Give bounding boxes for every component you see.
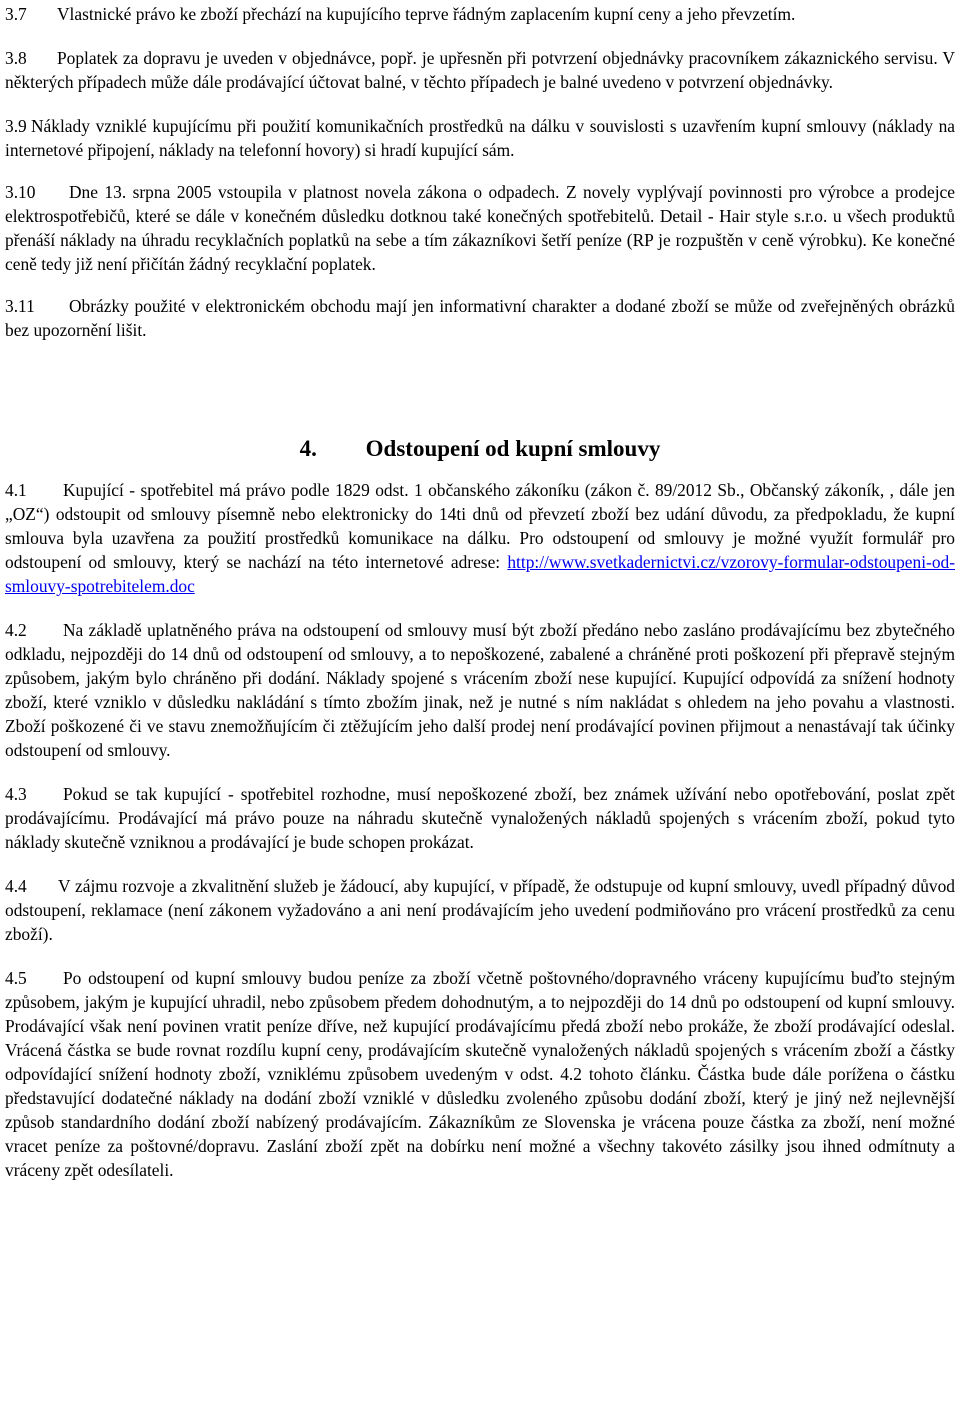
paragraph-3-7 [5, 2, 955, 26]
paragraph-text: Poplatek za dopravu je uveden v objednávce, popř. je upřesněn při potvrzení objednávky pracovníkem zákaznického servisu. V některých případech může dále prodávající účtovat balné, v těchto případech je balné uvedeno v potvrzení objednávky. [5, 48, 955, 92]
paragraph-text: Po odstoupení od kupní smlouvy budou peníze za zboží včetně poštovného/dopravného vráceny kupujícímu buďto stejným způsobem, jakým je kupující uhradil, nebo způsobem předem dohodnutým, a to nejpozději do 14 dnů po odstoupení od kupní smlouvy. Prodávající však není povinen vratit peníze dříve, než kupující prodávajícímu předá zboží nebo prokáže, že zboží prodávající odeslal. Vrácená částka se bude rovnat rozdílu kupní ceny, prodávajícím skutečně vynaložených nákladů spojených s vrácením zboží a částky odpovídající snížení hodnoty zboží, vzniklému způsobem uvedeným v odst. 4.2 tohoto článku. Částka bude dále porížena o částku představující dodatečné náklady na dodání zboží vzniklé v důsledku zvoleného způsobu dodání zboží, který je jiný než nejlevnější způsob standardního dodání zboží nabízený prodávajícím. Zákazníkům ze Slovenska je vrácena pouze částka za zboží, není možné vracet peníze za poštovné/dopravu. Zaslání zboží zpět na dobírku není možné a všechny takovéto zásilky jsou ihned odmítnuty a vráceny zpět odesílateli. [5, 968, 955, 1180]
section-heading-number: 4. [299, 436, 317, 461]
paragraph-text: V zájmu rozvoje a zkvalitnění služeb je žádoucí, aby kupující, v případě, že odstupuje od kupní smlouvy, uvedl případný důvod odstoupení, reklamace (není zákonem vyžadováno a ani není prodávajícím jeho uvedení podmiňováno pro vrácení prostředků za cenu zboží). [5, 876, 955, 944]
section-heading [5, 434, 955, 464]
paragraph-3-9 [5, 114, 955, 162]
paragraph-text: Náklady vzniklé kupujícímu při použití komunikačních prostředků na dálku v souvislosti s uzavřením kupní smlouvy (náklady na internetové připojení, náklady na telefonní hovory) si hradí kupující sám. [5, 116, 955, 160]
paragraph-text: Na základě uplatněného práva na odstoupení od smlouvy musí být zboží předáno nebo zasláno prodávajícímu bez zbytečného odkladu, nejpozději do 14 dnů od odstoupení od smlouvy, a to nepoškozené, zabalené a chráněné proti poškození při přepravě stejným způsobem, jakým bylo chráněno při dodání. Náklady spojené s vrácením zboží nese kupující. Kupující odpovídá za snížení hodnoty zboží, které vzniklo v důsledku nakládání s tímto zbožím jinak, než je nutné s ním nakládat s ohledem na jeho povahu a vlastnosti. Zboží poškozené či ve stavu znemožňujícím či ztěžujícím jeho další prodej není prodávající povinen přijmout a nenastávají tak účinky odstoupení od smlouvy. [5, 620, 955, 760]
paragraph-4-4 [5, 874, 955, 946]
paragraph-4-3 [5, 782, 955, 854]
paragraph-text: Dne 13. srpna 2005 vstoupila v platnost novela zákona o odpadech. Z novely vyplývají povinnosti pro výrobce a prodejce elektrospotřebičů, které se dále v konečném důsledku dotknou také konečných spotřebitelů. Detail - Hair style s.r.o. u všech produktů přenáší náklady na úhradu recyklačních poplatků na sebe a tím zákazníkovi šetří peníze (RP je rozpuštěn v ceně výrobku). Ke konečné ceně tedy již není přičítán žádný recyklační poplatek. [5, 182, 955, 274]
paragraph-text: Obrázky použité v elektronickém obchodu mají jen informativní charakter a dodané zboží se může od zveřejněných obrázků bez upozornění lišit. [5, 296, 955, 340]
paragraph-number: 3.8 [5, 48, 27, 68]
paragraph-number: 4.1 [5, 480, 27, 500]
form-download-link[interactable]: http://www.svetkadernictvi.cz/vzorovy-formular-odstoupeni-od-smlouvy-spotrebitelem.doc [5, 552, 955, 596]
paragraph-number: 4.2 [5, 620, 27, 640]
paragraph-number: 4.3 [5, 784, 27, 804]
paragraph-number: 3.10 [5, 182, 36, 202]
paragraph-text: Pokud se tak kupující - spotřebitel rozhodne, musí nepoškozené zboží, bez známek užívání nebo opotřebování, poslat zpět prodávajícímu. Prodávající má právo pouze na náhradu skutečně vynaložených nákladů spojených s vrácením zboží, pokud tyto náklady skutečně vzniknou a prodávající je bude schopen prokázat. [5, 784, 955, 852]
document-page [0, 2, 960, 1182]
paragraph-3-10 [5, 180, 955, 276]
paragraph-number: 3.7 [5, 4, 27, 24]
paragraph-3-8 [5, 46, 955, 94]
paragraph-number: 3.9 [5, 116, 27, 136]
paragraph-4-1 [5, 478, 955, 598]
paragraph-number: 4.4 [5, 876, 27, 896]
paragraph-4-5 [5, 966, 955, 1182]
paragraph-text: Vlastnické právo ke zboží přechází na kupujícího teprve řádným zaplacením kupní ceny a jeho převzetím. [57, 4, 796, 24]
paragraph-4-2 [5, 618, 955, 762]
paragraph-3-11 [5, 294, 955, 342]
section-heading-text: Odstoupení od kupní smlouvy [365, 436, 661, 461]
paragraph-number: 3.11 [5, 296, 35, 316]
paragraph-text: Kupující - spotřebitel má právo podle 1829 odst. 1 občanského zákoníku (zákon č. 89/2012 Sb., Občanský zákoník, , dále jen „OZ“) odstoupit od smlouvy písemně nebo elektronicky do 14ti dnů od převzetí zboží bez udání důvodu, za předpokladu, že kupní smlouva byla uzavřena za použití prostředků komunikace na dálku. Pro odstoupení od smlouvy je možné využít formulář pro odstoupení od smlouvy, který se nachází na této internetové adrese: [5, 480, 955, 572]
paragraph-number: 4.5 [5, 968, 27, 988]
